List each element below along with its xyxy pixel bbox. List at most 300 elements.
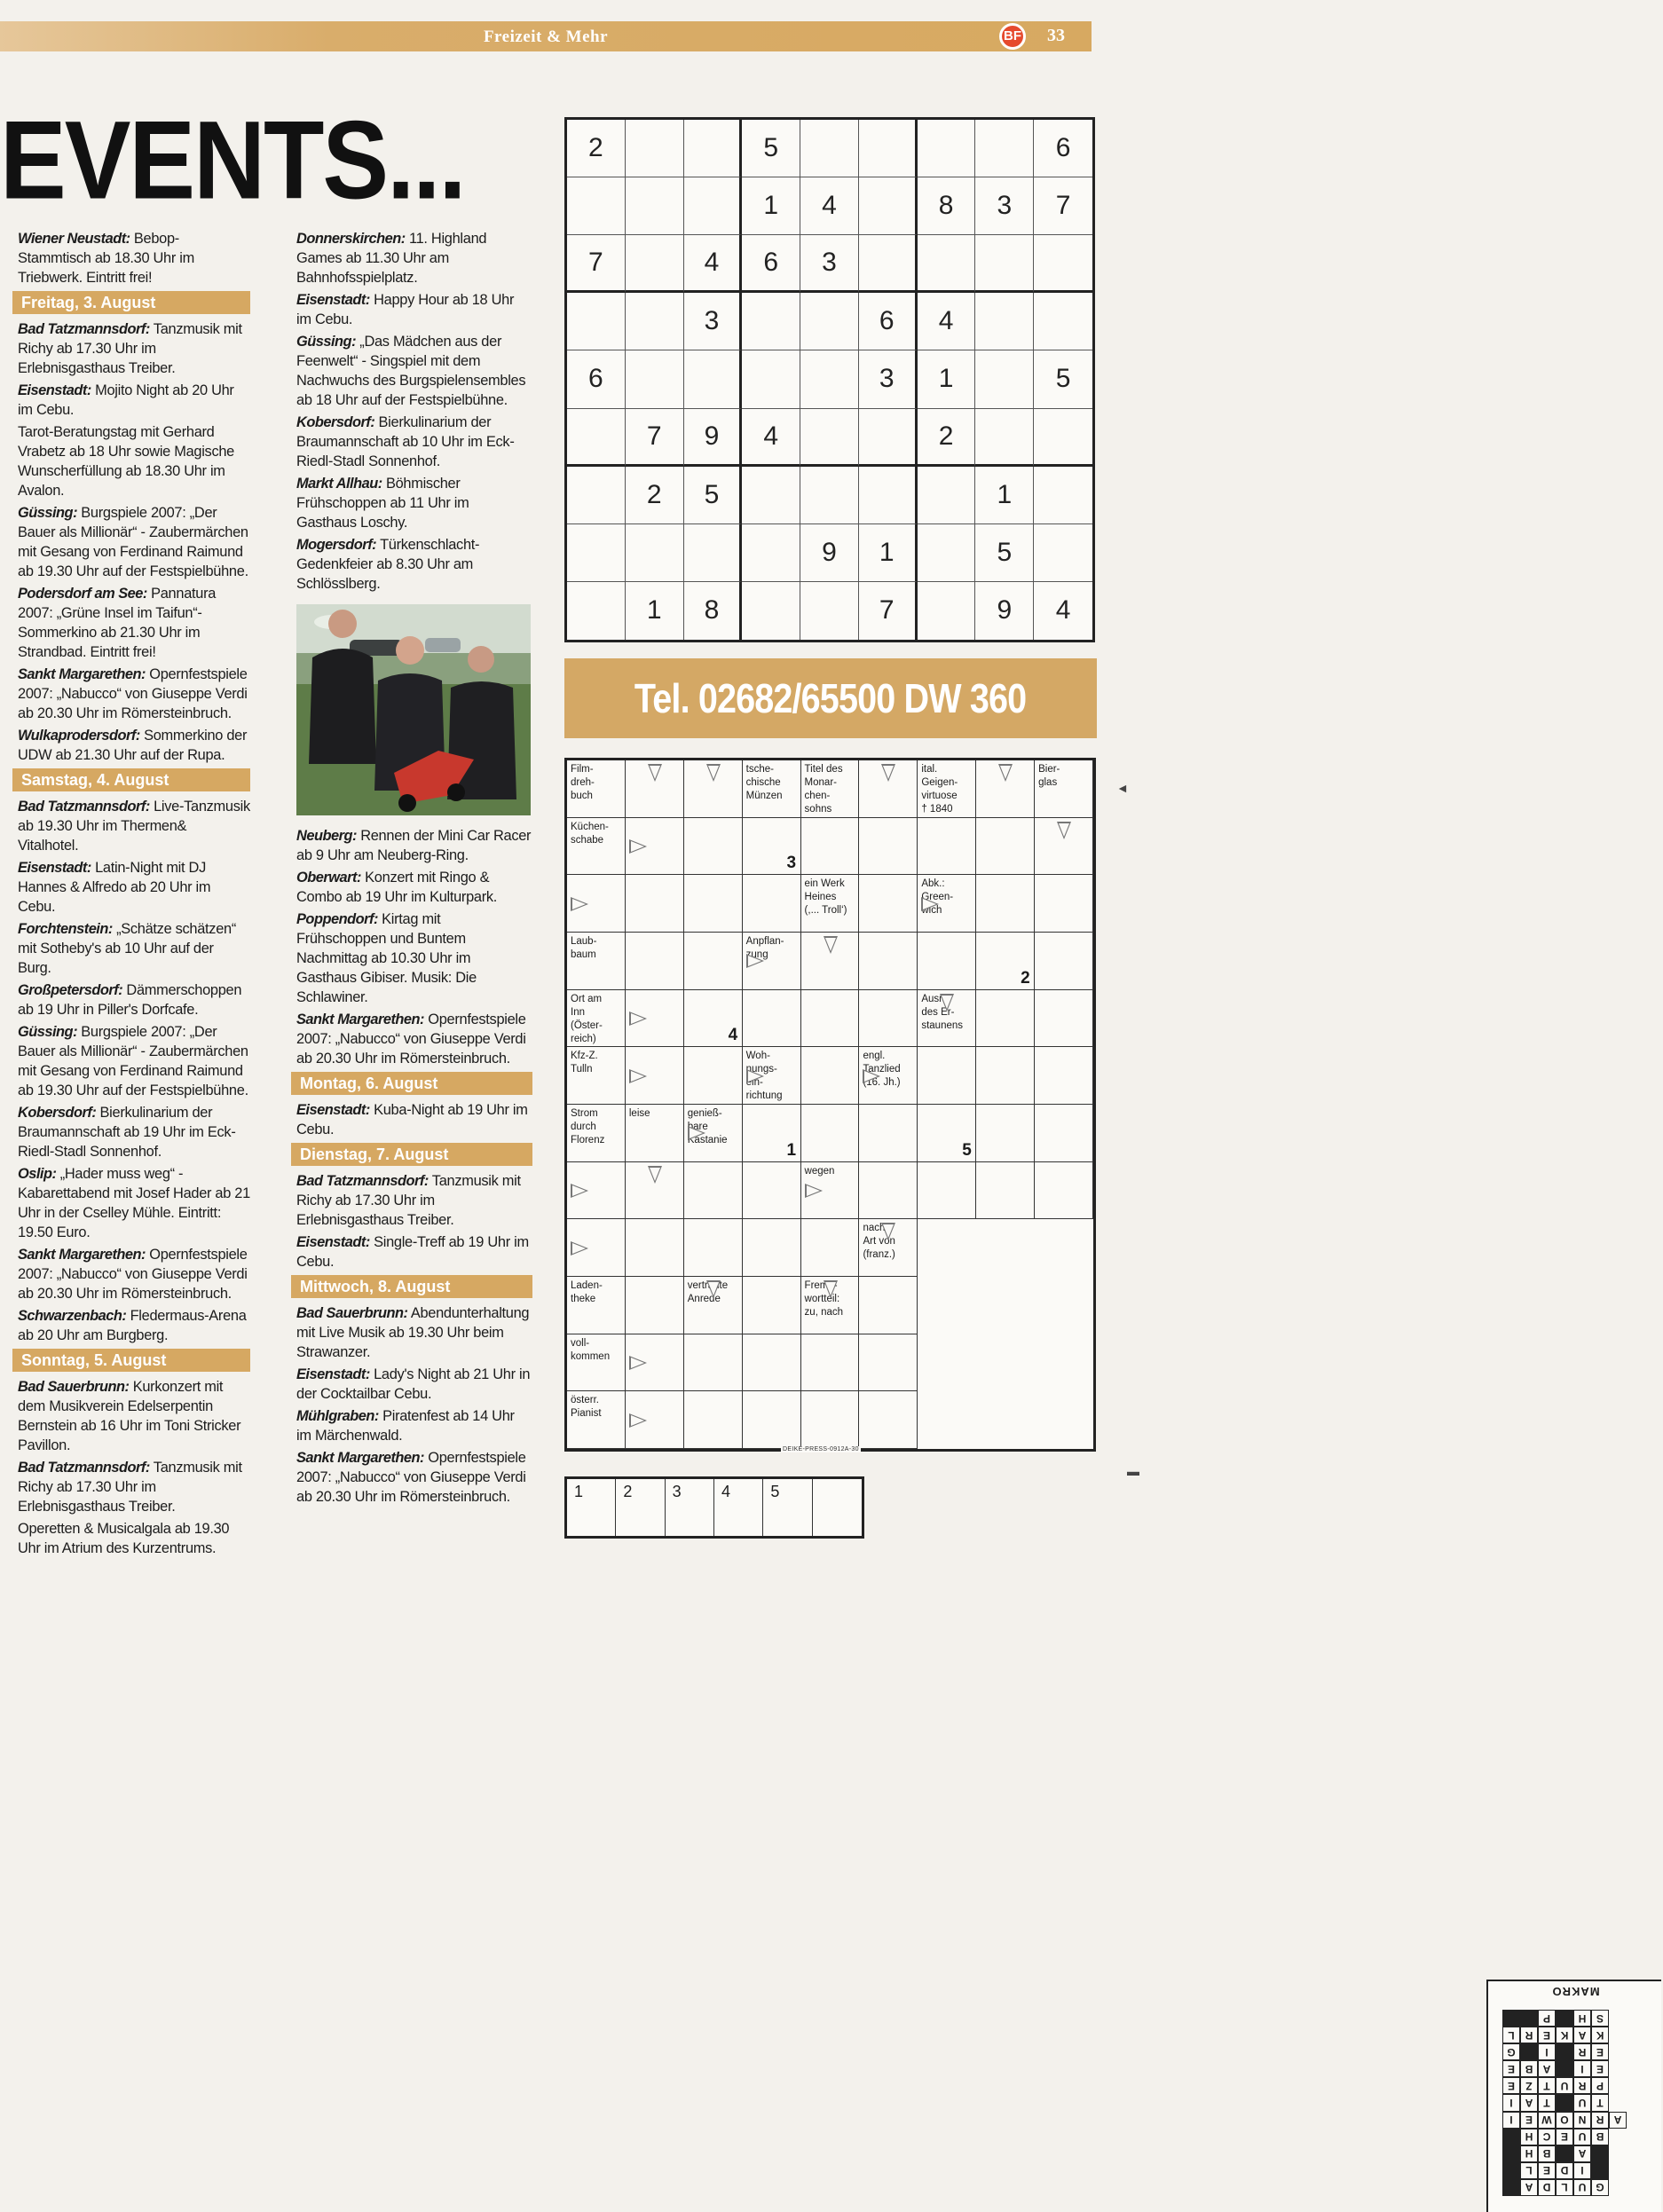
event-entry	[18, 503, 250, 581]
event-location: Podersdorf am See:	[18, 586, 147, 602]
crossword-cell[interactable]	[918, 933, 976, 990]
event-location: Eisenstadt:	[18, 382, 91, 398]
solution-box	[1486, 1980, 1661, 2212]
solution-cell	[1627, 2010, 1644, 2027]
event-entry	[296, 1232, 532, 1271]
sudoku-cell[interactable]	[684, 120, 743, 177]
sudoku-cell[interactable]	[859, 177, 918, 235]
crossword-cell[interactable]	[859, 818, 918, 876]
solution-cell: E	[1502, 2060, 1520, 2077]
crossword-cell[interactable]	[626, 1277, 684, 1334]
sudoku-cell[interactable]: 1	[975, 467, 1034, 524]
events-column-1	[18, 229, 250, 1561]
solution-cell: E	[1538, 2162, 1556, 2179]
event-location: Bad Tatzmannsdorf:	[18, 1460, 150, 1476]
event-location: Bad Tatzmannsdorf:	[18, 321, 150, 337]
phone-banner	[564, 658, 1097, 738]
event-entry	[18, 584, 250, 662]
sudoku-cell[interactable]	[800, 350, 859, 408]
sudoku-cell[interactable]	[800, 409, 859, 467]
event-location: Forchtenstein:	[18, 921, 113, 937]
event-description: Burgspiele 2007: „Der Bauer als Millionär“ - Zaubermärchen mit Gesang von Ferdinand Raimund ab 19.30 Uhr auf der Festspielbühne.	[18, 505, 248, 579]
sudoku-cell[interactable]	[859, 120, 918, 177]
solution-cell	[1609, 2010, 1627, 2027]
crossword-cell[interactable]	[976, 1047, 1035, 1105]
solution-cell: I	[1573, 2162, 1591, 2179]
arrow-right-icon	[863, 1069, 880, 1083]
event-entry	[296, 1100, 532, 1139]
event-description: 11. Highland Games ab 11.30 Uhr am Bahnhofsspielplatz.	[296, 231, 487, 286]
event-location: Sankt Margarethen:	[296, 1012, 425, 1027]
day-header: Dienstag, 7. August	[291, 1143, 532, 1166]
solution-strip-cell[interactable]: 3	[666, 1479, 714, 1536]
sudoku-cell[interactable]	[800, 467, 859, 524]
crossword-cell[interactable]	[976, 1162, 1035, 1220]
crossword-cell[interactable]	[801, 1047, 860, 1105]
sudoku-cell[interactable]	[1034, 293, 1092, 350]
sudoku-cell[interactable]: 1	[626, 582, 684, 640]
solution-cell: E	[1538, 2027, 1556, 2043]
solution-cell: L	[1520, 2162, 1538, 2179]
solution-strip-cell[interactable]: 2	[616, 1479, 665, 1536]
crossword-cell[interactable]	[918, 818, 976, 876]
crossword-cell[interactable]	[1035, 875, 1093, 933]
event-description: Fledermaus-Arena ab 20 Uhr am Burgberg.	[18, 1308, 247, 1343]
event-entry	[296, 1448, 532, 1507]
sudoku-cell[interactable]	[742, 293, 800, 350]
crossword-cell[interactable]	[859, 875, 918, 933]
sudoku-cell[interactable]: 9	[800, 524, 859, 582]
section-title: Freizeit & Mehr	[483, 28, 609, 46]
sudoku-cell[interactable]	[626, 524, 684, 582]
sudoku-cell[interactable]	[626, 235, 684, 293]
solution-strip-cell[interactable]: 5	[763, 1479, 812, 1536]
crossword-clue: leise	[628, 1108, 650, 1119]
event-location: Sankt Margarethen:	[296, 1450, 425, 1466]
arrow-right-icon	[921, 897, 939, 911]
sudoku-cell[interactable]: 6	[742, 235, 800, 293]
crossword-clue: österr. Pianist	[571, 1395, 602, 1420]
sudoku-cell[interactable]: 5	[684, 467, 743, 524]
day-header: Mittwoch, 8. August	[291, 1275, 532, 1298]
sudoku-cell[interactable]: 5	[742, 120, 800, 177]
sudoku-cell[interactable]	[918, 524, 976, 582]
crossword-cell[interactable]	[918, 1047, 976, 1105]
event-description: Pannatura 2007: „Grüne Insel im Taifun“- Sommerkino ab 21.30 Uhr im Strandbad. Eintritt frei!	[18, 586, 217, 660]
solution-cell: E	[1556, 2129, 1573, 2145]
solution-strip-cell[interactable]	[813, 1479, 862, 1536]
crossword-cell[interactable]	[976, 990, 1035, 1048]
sudoku-cell[interactable]: 7	[1034, 177, 1092, 235]
sudoku-cell[interactable]	[684, 177, 743, 235]
sudoku-cell[interactable]: 3	[859, 350, 918, 408]
crossword-cell[interactable]	[859, 1391, 918, 1449]
crossword-clue: ital. Geigen- virtuose † 1840	[921, 764, 958, 815]
solution-cell: N	[1573, 2112, 1591, 2129]
event-location: Mogersdorf:	[296, 537, 377, 553]
solution-cell: G	[1502, 2043, 1520, 2060]
solution-cell	[1627, 2027, 1644, 2043]
sudoku-cell[interactable]: 7	[567, 235, 626, 293]
sudoku-cell[interactable]: 2	[567, 120, 626, 177]
sudoku-cell[interactable]	[567, 467, 626, 524]
sudoku-cell[interactable]: 3	[684, 293, 743, 350]
sudoku-cell[interactable]	[859, 467, 918, 524]
sudoku-cell[interactable]	[975, 409, 1034, 467]
event-description: Bebop-Stammtisch ab 18.30 Uhr im Triebwerk. Eintritt frei!	[18, 231, 194, 286]
event-location: Bad Tatzmannsdorf:	[296, 1173, 429, 1189]
event-entry	[18, 1306, 250, 1345]
crossword-cell[interactable]	[684, 818, 743, 876]
crossword-cell[interactable]	[976, 1105, 1035, 1162]
sudoku-cell[interactable]: 1	[918, 350, 976, 408]
sudoku-cell[interactable]	[800, 582, 859, 640]
solution-cell: R	[1591, 2112, 1609, 2129]
crossword-clue: Kfz-Z. Tulln	[571, 1051, 598, 1075]
crossword-cell[interactable]	[1035, 1162, 1093, 1220]
solution-cell: C	[1538, 2129, 1556, 2145]
sudoku-cell[interactable]	[859, 409, 918, 467]
sudoku-cell[interactable]	[567, 177, 626, 235]
event-entry	[296, 535, 532, 594]
event-entry	[296, 1406, 532, 1445]
sudoku-cell[interactable]	[800, 120, 859, 177]
event-entry	[296, 1171, 532, 1230]
crossword-cell[interactable]	[743, 1334, 801, 1392]
event-entry	[18, 1519, 250, 1558]
solution-cell	[1556, 2043, 1573, 2060]
solution-cell: K	[1591, 2027, 1609, 2043]
event-location: Sankt Margarethen:	[18, 666, 146, 682]
arrow-down-icon	[881, 1223, 895, 1240]
sudoku-cell[interactable]: 9	[684, 409, 743, 467]
sudoku-cell[interactable]: 4	[742, 409, 800, 467]
solution-cell: G	[1591, 2179, 1609, 2196]
solution-grid	[1502, 2010, 1644, 2196]
arrow-down-icon	[648, 1166, 662, 1184]
solution-cell: H	[1520, 2129, 1538, 2145]
solution-cell: B	[1591, 2129, 1609, 2145]
event-description: Bierkulinarium der Braumannschaft ab 19 Uhr im Eck-Riedl-Stadl Sonnenhof.	[18, 1105, 236, 1160]
sudoku-cell[interactable]: 6	[859, 293, 918, 350]
sudoku-cell[interactable]	[684, 350, 743, 408]
solution-cell: B	[1538, 2145, 1556, 2162]
solution-cell: I	[1573, 2060, 1591, 2077]
crossword-cell[interactable]	[743, 1162, 801, 1220]
sudoku-cell[interactable]	[1034, 409, 1092, 467]
crossword-puzzle[interactable]	[564, 758, 1622, 2194]
solution-cell: A	[1520, 2179, 1538, 2196]
crossword-clue: Abk.: Green- wich	[921, 878, 954, 917]
day-header: Montag, 6. August	[291, 1072, 532, 1095]
sudoku-cell[interactable]	[567, 524, 626, 582]
arrow-right-icon	[688, 1126, 705, 1140]
solution-cell: R	[1573, 2077, 1591, 2094]
sudoku-cell[interactable]	[626, 293, 684, 350]
solution-cell: E	[1591, 2060, 1609, 2077]
event-entry	[18, 726, 250, 765]
solution-cell: I	[1502, 2094, 1520, 2111]
event-photo	[296, 604, 531, 815]
event-location: Kobersdorf:	[296, 414, 375, 430]
arrow-down-icon	[940, 994, 954, 1012]
crossword-clue: tsche- chische Münzen	[745, 764, 783, 801]
sudoku-cell[interactable]	[975, 235, 1034, 293]
sudoku-cell[interactable]: 6	[1034, 120, 1092, 177]
solution-cell	[1609, 2145, 1627, 2162]
puzzle-imprint: DEIKE-PRESS-0912A-30	[783, 1446, 859, 1452]
crossword-cell[interactable]	[684, 1047, 743, 1105]
event-entry	[296, 826, 532, 865]
event-description: Opernfestspiele 2007: „Nabucco“ von Giuseppe Verdi ab 20.30 Uhr im Römersteinbruch.	[296, 1012, 526, 1067]
solution-cell: B	[1520, 2060, 1538, 2077]
sudoku-cell[interactable]: 8	[918, 177, 976, 235]
event-description: Operetten & Musicalgala ab 19.30 Uhr im Atrium des Kurzentrums.	[18, 1521, 230, 1556]
event-entry	[18, 229, 250, 287]
event-location: Oslip:	[18, 1166, 57, 1182]
sudoku-cell[interactable]	[742, 467, 800, 524]
event-description: Tanzmusik mit Richy ab 17.30 Uhr im Erlebnisgasthaus Treiber.	[296, 1173, 521, 1228]
solution-cell	[1502, 2129, 1520, 2145]
crossword-solution-number: 3	[786, 854, 797, 873]
crossword-cell[interactable]	[1035, 990, 1093, 1048]
solution-cell: I	[1538, 2043, 1556, 2060]
crossword-cell[interactable]	[743, 1277, 801, 1334]
crossword-cell[interactable]	[976, 818, 1035, 876]
sudoku-cell[interactable]	[975, 350, 1034, 408]
sudoku-cell[interactable]: 4	[684, 235, 743, 293]
crossword-cell[interactable]	[626, 933, 684, 990]
solution-strip[interactable]	[564, 1476, 864, 1539]
event-description: Böhmischer Frühschoppen ab 11 Uhr im Gasthaus Loschy.	[296, 476, 469, 531]
sudoku-cell[interactable]: 2	[918, 409, 976, 467]
sudoku-cell[interactable]: 5	[975, 524, 1034, 582]
solution-cell: H	[1573, 2010, 1591, 2027]
sudoku-cell[interactable]	[1034, 467, 1092, 524]
crossword-cell[interactable]	[918, 1162, 976, 1220]
crossword-cell[interactable]	[626, 1219, 684, 1277]
solution-cell: A	[1573, 2027, 1591, 2043]
sudoku-cell[interactable]	[800, 293, 859, 350]
crossword-clue: voll- kommen	[571, 1337, 611, 1362]
sudoku-cell[interactable]	[975, 120, 1034, 177]
event-entry	[18, 1103, 250, 1161]
crossword-cell[interactable]	[859, 1277, 918, 1334]
event-entry	[296, 474, 532, 532]
sudoku-cell[interactable]: 9	[975, 582, 1034, 640]
arrow-down-icon	[648, 764, 662, 782]
sudoku-grid[interactable]	[564, 117, 1095, 642]
crossword-cell[interactable]	[743, 1391, 801, 1449]
event-entry	[296, 290, 532, 329]
event-description: Latin-Night mit DJ Hannes & Alfredo ab 20 Uhr im Cebu.	[18, 860, 211, 915]
sudoku-cell[interactable]: 3	[800, 235, 859, 293]
crossword-cell[interactable]	[801, 1391, 860, 1449]
solution-cell: E	[1591, 2043, 1609, 2060]
arrow-down-icon	[706, 764, 721, 782]
sudoku-cell[interactable]	[684, 524, 743, 582]
sudoku-cell[interactable]	[567, 409, 626, 467]
crossword-cell[interactable]	[801, 990, 860, 1048]
solution-strip-cell[interactable]: 4	[714, 1479, 763, 1536]
crossword-clue: Laub- baum	[571, 936, 597, 960]
solution-cell: H	[1520, 2145, 1538, 2162]
event-description: Burgspiele 2007: „Der Bauer als Millionär“ - Zaubermärchen mit Gesang von Ferdinand Raimund ab 19.30 Uhr auf der Festspielbühne.	[18, 1024, 248, 1098]
edge-mark: ▬	[1127, 1464, 1139, 1478]
crossword-cell[interactable]	[743, 875, 801, 933]
sudoku-cell[interactable]	[626, 350, 684, 408]
arrow-down-icon	[824, 936, 838, 954]
sudoku-cell[interactable]: 7	[626, 409, 684, 467]
sudoku-cell[interactable]	[918, 120, 976, 177]
event-description: Lady's Night ab 21 Uhr in der Cocktailbar Cebu.	[296, 1366, 531, 1402]
crossword-cell[interactable]	[1035, 933, 1093, 990]
event-entry	[18, 1377, 250, 1455]
sudoku-cell[interactable]	[626, 177, 684, 235]
sudoku-cell[interactable]: 7	[859, 582, 918, 640]
sudoku-cell[interactable]: 3	[975, 177, 1034, 235]
event-location: Sankt Margarethen:	[18, 1247, 146, 1263]
solution-cell	[1502, 2162, 1520, 2179]
sudoku-cell[interactable]	[1034, 235, 1092, 293]
edge-mark: ◄	[1116, 781, 1129, 795]
solution-cell	[1502, 2179, 1520, 2196]
event-location: Schwarzenbach:	[18, 1308, 127, 1324]
crossword-cell[interactable]	[801, 1219, 860, 1277]
event-location: Eisenstadt:	[18, 860, 91, 876]
event-entry	[296, 1365, 532, 1404]
sudoku-cell[interactable]	[742, 350, 800, 408]
crossword-cell[interactable]	[1035, 1047, 1093, 1105]
sudoku-cell[interactable]: 2	[626, 467, 684, 524]
crossword-cell[interactable]	[859, 1162, 918, 1220]
solution-cell: I	[1502, 2112, 1520, 2129]
sudoku-cell[interactable]	[975, 293, 1034, 350]
solution-title: MAKRO	[1551, 1985, 1600, 1998]
event-description: Rennen der Mini Car Racer ab 9 Uhr am Neuberg-Ring.	[296, 828, 532, 863]
crossword-clue: ein Werk Heines (,... Troll‘)	[804, 878, 847, 917]
sudoku-cell[interactable]: 4	[800, 177, 859, 235]
crossword-cell[interactable]	[801, 818, 860, 876]
event-description: Piratenfest ab 14 Uhr im Märchenwald.	[296, 1408, 515, 1444]
crossword-cell[interactable]	[801, 1334, 860, 1392]
event-description: Bierkulinarium der Braumannschaft ab 10 Uhr im Eck-Riedl-Stadl Sonnenhof.	[296, 414, 515, 469]
day-header: Samstag, 4. August	[12, 768, 250, 791]
crossword-cell[interactable]	[743, 990, 801, 1048]
crossword-clue: Fremd- wortteil: zu, nach	[804, 1280, 844, 1318]
event-entry	[18, 858, 250, 917]
crossword-cell[interactable]	[859, 933, 918, 990]
solution-cell	[1627, 2112, 1644, 2129]
arrow-right-icon	[629, 1413, 647, 1428]
arrow-down-icon	[998, 764, 1013, 782]
solution-cell	[1609, 2179, 1627, 2196]
solution-cell	[1627, 2145, 1644, 2162]
event-location: Eisenstadt:	[296, 1234, 370, 1250]
solution-cell	[1627, 2060, 1644, 2077]
solution-cell	[1609, 2060, 1627, 2077]
solution-cell	[1556, 2145, 1573, 2162]
event-location: Mühlgraben:	[296, 1408, 379, 1424]
sudoku-cell[interactable]	[626, 120, 684, 177]
sudoku-cell[interactable]	[567, 582, 626, 640]
crossword-cell[interactable]	[976, 875, 1035, 933]
event-location: Güssing:	[18, 1024, 78, 1040]
solution-cell	[1609, 2162, 1627, 2179]
sudoku-cell[interactable]: 4	[918, 293, 976, 350]
crossword-cell[interactable]	[684, 1162, 743, 1220]
arrow-right-icon	[746, 954, 764, 968]
sudoku-cell[interactable]	[1034, 524, 1092, 582]
arrow-right-icon	[629, 839, 647, 854]
sudoku-cell[interactable]: 6	[567, 350, 626, 408]
crossword-cell[interactable]	[684, 1334, 743, 1392]
solution-cell: L	[1502, 2027, 1520, 2043]
events-list-bottom	[296, 826, 532, 1507]
crossword-cell[interactable]	[859, 990, 918, 1048]
sudoku-cell[interactable]	[742, 582, 800, 640]
solution-cell	[1520, 2010, 1538, 2027]
event-location: Eisenstadt:	[296, 1102, 370, 1118]
crossword-cell[interactable]	[684, 875, 743, 933]
event-location: Wulkaprodersdorf:	[18, 728, 140, 744]
crossword-cell[interactable]	[626, 875, 684, 933]
event-location: Bad Sauerbrunn:	[18, 1379, 130, 1395]
crossword-clue: wegen	[804, 1165, 835, 1177]
sudoku-cell[interactable]: 1	[742, 177, 800, 235]
event-entry	[18, 1458, 250, 1516]
crossword-clue: Anpflan- zung	[745, 936, 784, 960]
solution-cell: P	[1591, 2077, 1609, 2094]
sudoku-cell[interactable]: 1	[859, 524, 918, 582]
arrow-right-icon	[746, 1069, 764, 1083]
crossword-cell[interactable]	[1035, 1105, 1093, 1162]
event-description: Abendunterhaltung mit Live Musik ab 19.30 Uhr beim Strawanzer.	[296, 1305, 530, 1360]
solution-strip-cell[interactable]: 1	[567, 1479, 616, 1536]
crossword-cell[interactable]	[859, 1334, 918, 1392]
arrow-right-icon	[629, 1356, 647, 1370]
sudoku-cell[interactable]: 5	[1034, 350, 1092, 408]
sudoku-cell[interactable]: 4	[1055, 595, 1071, 626]
day-header: Freitag, 3. August	[12, 291, 250, 314]
crossword-cell[interactable]	[801, 1105, 860, 1162]
event-entry	[18, 919, 250, 978]
sudoku-cell[interactable]	[742, 524, 800, 582]
event-entry	[296, 413, 532, 471]
solution-cell: O	[1556, 2112, 1573, 2129]
event-entry	[18, 797, 250, 855]
sudoku-cell[interactable]	[918, 467, 976, 524]
sudoku-cell[interactable]	[859, 235, 918, 293]
crossword-cell[interactable]	[743, 1219, 801, 1277]
event-description: Happy Hour ab 18 Uhr im Cebu.	[296, 292, 515, 327]
sudoku-cell[interactable]	[567, 293, 626, 350]
crossword-clue: engl. Tanzlied (16. Jh.)	[863, 1051, 901, 1089]
event-entry	[296, 1303, 532, 1362]
page-title: EVENTS...	[0, 98, 465, 223]
crossword-cell[interactable]	[684, 1391, 743, 1449]
solution-cell	[1627, 2094, 1644, 2111]
crossword-clue: Küchen- schabe	[571, 821, 609, 846]
sudoku-cell[interactable]	[918, 235, 976, 293]
sudoku-cell[interactable]: 8	[684, 582, 743, 640]
crossword-clue: Woh- nungs- ein- richtung	[745, 1051, 783, 1102]
crossword-cell[interactable]	[684, 1219, 743, 1277]
solution-cell: A	[1609, 2112, 1627, 2129]
crossword-cell[interactable]	[684, 933, 743, 990]
crossword-cell[interactable]	[859, 1105, 918, 1162]
sudoku-cell[interactable]	[918, 582, 976, 640]
